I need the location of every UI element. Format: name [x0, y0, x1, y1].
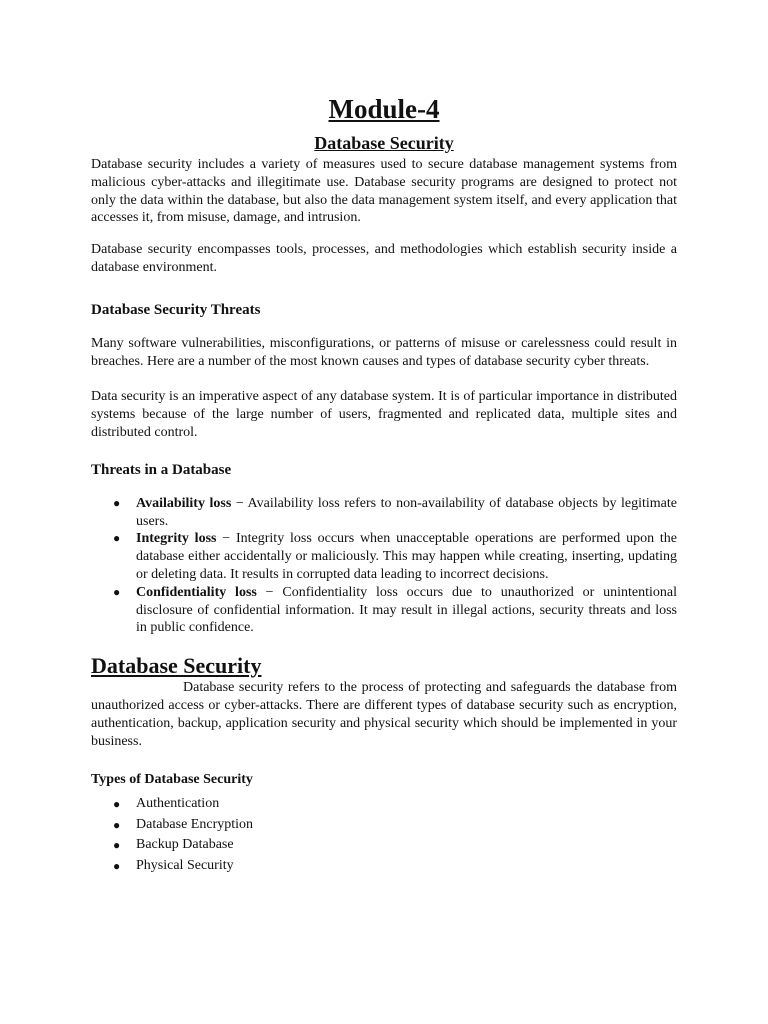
threats-paragraph-1: Many software vulnerabilities, misconfigurations, or patterns of misuse or carelessness could result in breaches. Here are a number of the most known causes and types of database security cyber threats. — [91, 335, 677, 369]
types-list — [91, 794, 677, 876]
bullet-icon: ● — [113, 858, 121, 873]
threat-term: Availability loss — [136, 495, 232, 511]
list-item — [91, 815, 677, 836]
intro-paragraph-1: Database security includes a variety of measures used to secure database management systems from malicious cyber-attacks and illegitimate use. Database security programs are designed to protect not only the data within the database, but also the data management system itself, and every application that accesses it, from misuse, damage, and intrusion. — [91, 157, 677, 226]
module-title: Module-4 — [328, 94, 440, 124]
bullet-icon: ● — [113, 531, 121, 546]
bullet-icon: ● — [113, 495, 121, 510]
list-item — [91, 856, 677, 877]
type-label: Database Encryption — [136, 816, 254, 832]
threats-list — [91, 495, 677, 637]
document-content — [91, 92, 677, 876]
type-label: Backup Database — [136, 837, 234, 853]
type-label: Physical Security — [136, 857, 234, 873]
bullet-icon: ● — [113, 584, 121, 599]
section-paragraph: Database security refers to the process of protecting and safeguards the database from unauthorized access or cyber-attacks. There are different types of database security such as encryption, authentication, backup, application security and physical security which should be implemented in your business. — [91, 680, 677, 749]
threats-in-database-heading: Threats in a Database — [91, 461, 232, 478]
list-item — [91, 495, 677, 531]
bullet-icon: ● — [113, 838, 121, 853]
list-item — [91, 835, 677, 856]
type-label: Authentication — [136, 796, 220, 812]
threats-heading: Database Security Threats — [91, 301, 261, 318]
threats-paragraph-2: Data security is an imperative aspect of any database system. It is of particular importance in distributed systems because of the large number of users, fragmented and replicated data, multiple sites and distributed control. — [91, 389, 677, 440]
bullet-icon: ● — [113, 817, 121, 832]
bullet-icon: ● — [113, 797, 121, 812]
threat-term: Confidentiality loss — [136, 584, 257, 600]
intro-paragraph-2: Database security encompasses tools, processes, and methodologies which establish security inside a database environment. — [91, 242, 677, 275]
threat-description: − Integrity loss occurs when unacceptable operations are performed upon the database either accidentally or maliciously. This may happen while creating, inserting, updating or deleting data. It results in corrupted data leading to incorrect decisions. — [136, 531, 677, 582]
page-subtitle: Database Security — [314, 133, 454, 153]
types-heading: Types of Database Security — [91, 772, 253, 788]
list-item — [91, 530, 677, 583]
threat-description: − Availability loss refers to non-availability of database objects by legitimate users. — [136, 495, 677, 529]
list-item — [91, 794, 677, 815]
section-heading-database-security: Database Security — [91, 653, 262, 679]
list-item — [91, 584, 677, 637]
threat-description: − Confidentiality loss occurs due to unauthorized or unintentional disclosure of confidential information. It may result in illegal actions, security threats and loss in public confidence. — [136, 584, 677, 636]
threat-term: Integrity loss — [136, 531, 217, 547]
